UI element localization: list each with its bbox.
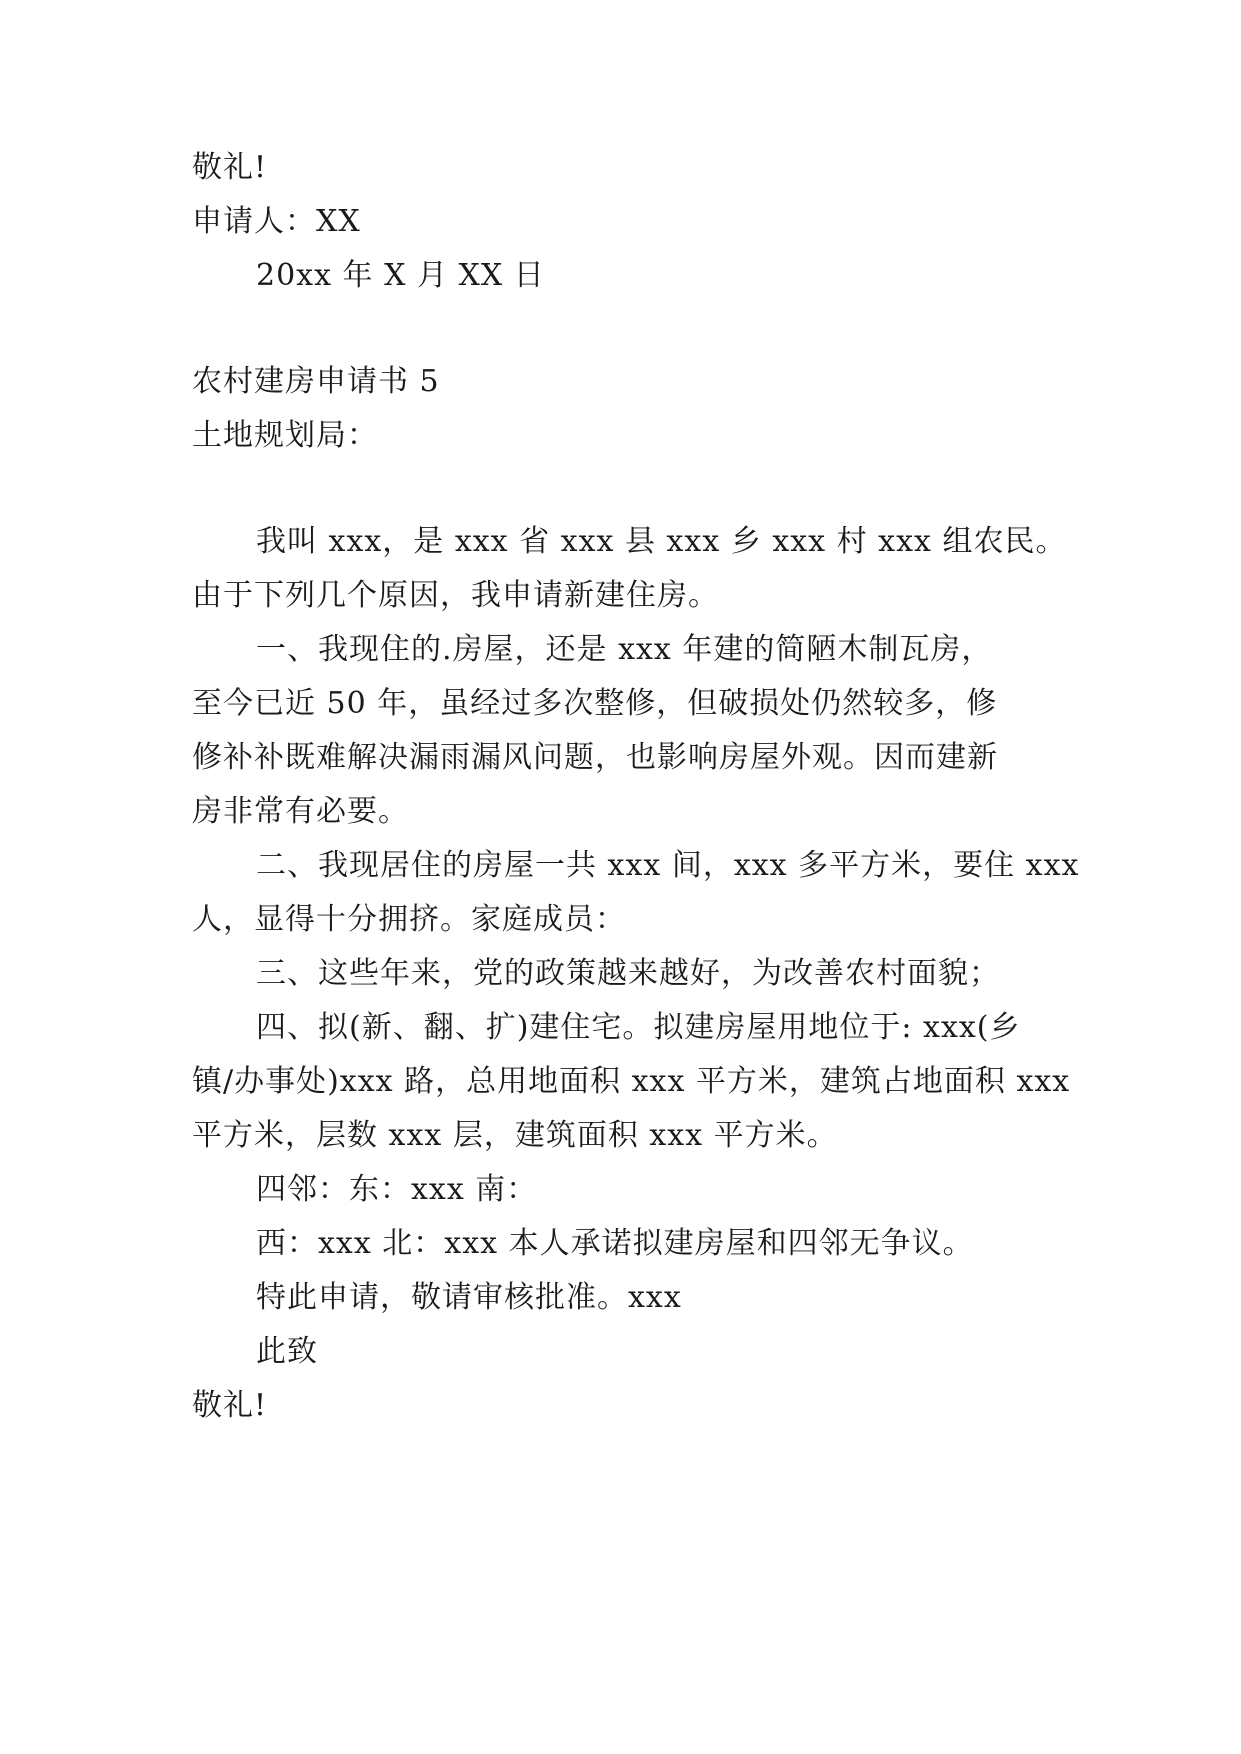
body-line: 修补补既难解决漏雨漏风问题，也影响房屋外观。因而建新 <box>192 740 998 775</box>
body-line: 我叫 xxx，是 xxx 省 xxx 县 xxx 乡 xxx 村 xxx 组农民。 <box>256 524 1067 559</box>
body-line: 由于下列几个原因，我申请新建住房。 <box>192 578 719 613</box>
body-line: 镇/办事处)xxx 路，总用地面积 xxx 平方米，建筑占地面积 xxx <box>192 1064 1071 1099</box>
letter-title: 农村建房申请书 5 <box>192 364 440 399</box>
body-line: 人，显得十分拥挤。家庭成员： <box>192 902 626 937</box>
body-line: 二、我现居住的房屋一共 xxx 间，xxx 多平方米，要住 xxx <box>256 848 1080 883</box>
applicant-signature: 申请人：XX <box>192 204 361 239</box>
body-line: 平方米，层数 xxx 层，建筑面积 xxx 平方米。 <box>192 1118 838 1153</box>
body-line: 一、我现住的.房屋，还是 xxx 年建的简陋木制瓦房， <box>256 632 993 667</box>
signature-date: 20xx 年 X 月 XX 日 <box>256 258 545 293</box>
body-line: 四、拟(新、翻、扩)建住宅。拟建房屋用地位于: xxx(乡 <box>256 1010 1021 1045</box>
letter-salute: 敬礼! <box>192 1388 268 1423</box>
body-line: 三、这些年来，党的政策越来越好，为改善农村面貌； <box>256 956 1000 991</box>
body-line: 此致 <box>256 1334 318 1369</box>
body-line: 特此申请，敬请审核批准。xxx <box>256 1280 682 1315</box>
body-line: 房非常有必要。 <box>192 794 409 829</box>
body-line: 西：xxx 北：xxx 本人承诺拟建房屋和四邻无争议。 <box>256 1226 974 1261</box>
body-line: 四邻：东：xxx 南： <box>256 1172 538 1207</box>
body-line: 至今已近 50 年，虽经过多次整修，但破损处仍然较多，修 <box>192 686 998 721</box>
letter-recipient: 土地规划局： <box>192 418 378 453</box>
closing-salute: 敬礼! <box>192 150 268 185</box>
